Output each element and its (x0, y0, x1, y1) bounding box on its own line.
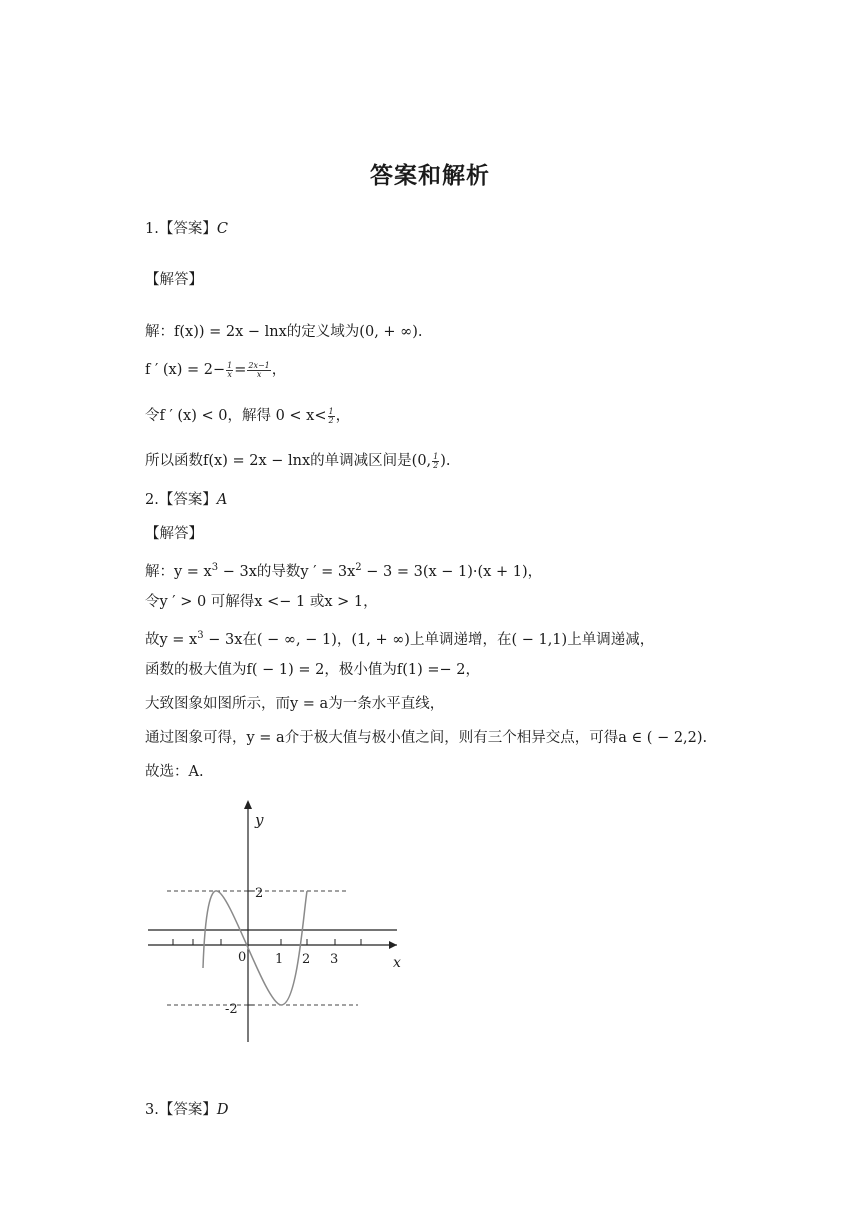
q1-line-2 (145, 360, 286, 380)
q1-line-3 (145, 406, 350, 426)
q2-line-4: 函数的极大值为f( − 1) = 2，极小值为f(1) =− 2， (145, 662, 481, 678)
y-axis-arrow (244, 800, 252, 809)
x-axis-label: x (393, 955, 401, 971)
q2-line-3: 故$y = x^3 - 3x$在( − ∞, − 1)，(1, + ∞)上单调递增，在( − 1,1)上单调递减， (145, 630, 655, 648)
q1-answer-value: C (216, 221, 228, 237)
punct: ， (271, 362, 287, 378)
x-tick-label-1: 1 (275, 952, 284, 967)
q1-inequality-text: 令f ′ (x) < 0，解得 (145, 408, 271, 424)
fraction-1-over-2: $\frac{1}{2}$ (328, 406, 334, 425)
punct: ， (335, 408, 351, 424)
q2-answer-line (145, 490, 227, 510)
function-graph (145, 798, 415, 1048)
cubic-curve (203, 891, 307, 1005)
x-tick-label-2: 2 (302, 952, 311, 967)
q1-answer-label: 1.【答案】 (145, 221, 217, 237)
x-axis-arrow (389, 941, 397, 949)
q1-interval-open: (0, (411, 453, 432, 469)
q2-answer-value: A (216, 492, 228, 508)
q3-answer-line (145, 1100, 228, 1120)
equals-sign: = (234, 362, 247, 378)
q2-answer-label: 2.【答案】 (145, 492, 217, 508)
q2-line-5: 大致图象如图所示，而y = a为一条水平直线， (145, 696, 445, 712)
q2-line-7: 故选：A. (145, 764, 204, 780)
q1-solution-heading: 【解答】 (145, 272, 203, 288)
q1-line-4 (145, 451, 451, 471)
q2-solution-heading: 【解答】 (145, 526, 203, 542)
q1-solution-range: 0 < x< (275, 408, 327, 424)
q1-conclusion-text: 所以函数f(x) = 2x − lnx的单调减区间是 (145, 453, 412, 469)
q3-answer-value: D (216, 1102, 229, 1118)
x-tick-label-3: 3 (330, 952, 339, 967)
q2-line-6: 通过图象可得，y = a介于极大值与极小值之间，则有三个相异交点，可得a ∈ ( − 2,2). (145, 730, 708, 746)
fraction-1-over-x: $\frac{1}{x}$ (227, 360, 233, 379)
fraction-2x-1-over-x: $\frac{2x-1}{x}$ (248, 360, 270, 379)
y-axis-label: y (255, 811, 264, 829)
fraction-1-over-2: $\frac{1}{2}$ (433, 451, 439, 470)
q3-answer-label: 3.【答案】 (145, 1102, 217, 1118)
q2-line-2: 令y ′ > 0 可解得x <− 1 或x > 1， (145, 594, 378, 610)
origin-label: 0 (238, 950, 247, 965)
y-tick-label-neg2: -2 (225, 1002, 238, 1017)
q1-answer-line (145, 219, 228, 239)
page-title: 答案和解析 (370, 163, 490, 189)
q1-line-1: 解：f(x)) = 2x − lnx的定义域为(0, + ∞). (145, 324, 423, 340)
punct: ). (440, 453, 451, 469)
y-tick-label-2: 2 (255, 886, 264, 901)
q1-derivative-text: f ′ (x) = 2− (145, 362, 226, 378)
q2-line-1: 解：$y = x^3 - 3x$的导数y ′ = $3x^2 - 3 = 3(x - 1)\cdot(x + 1)$， (145, 562, 543, 580)
